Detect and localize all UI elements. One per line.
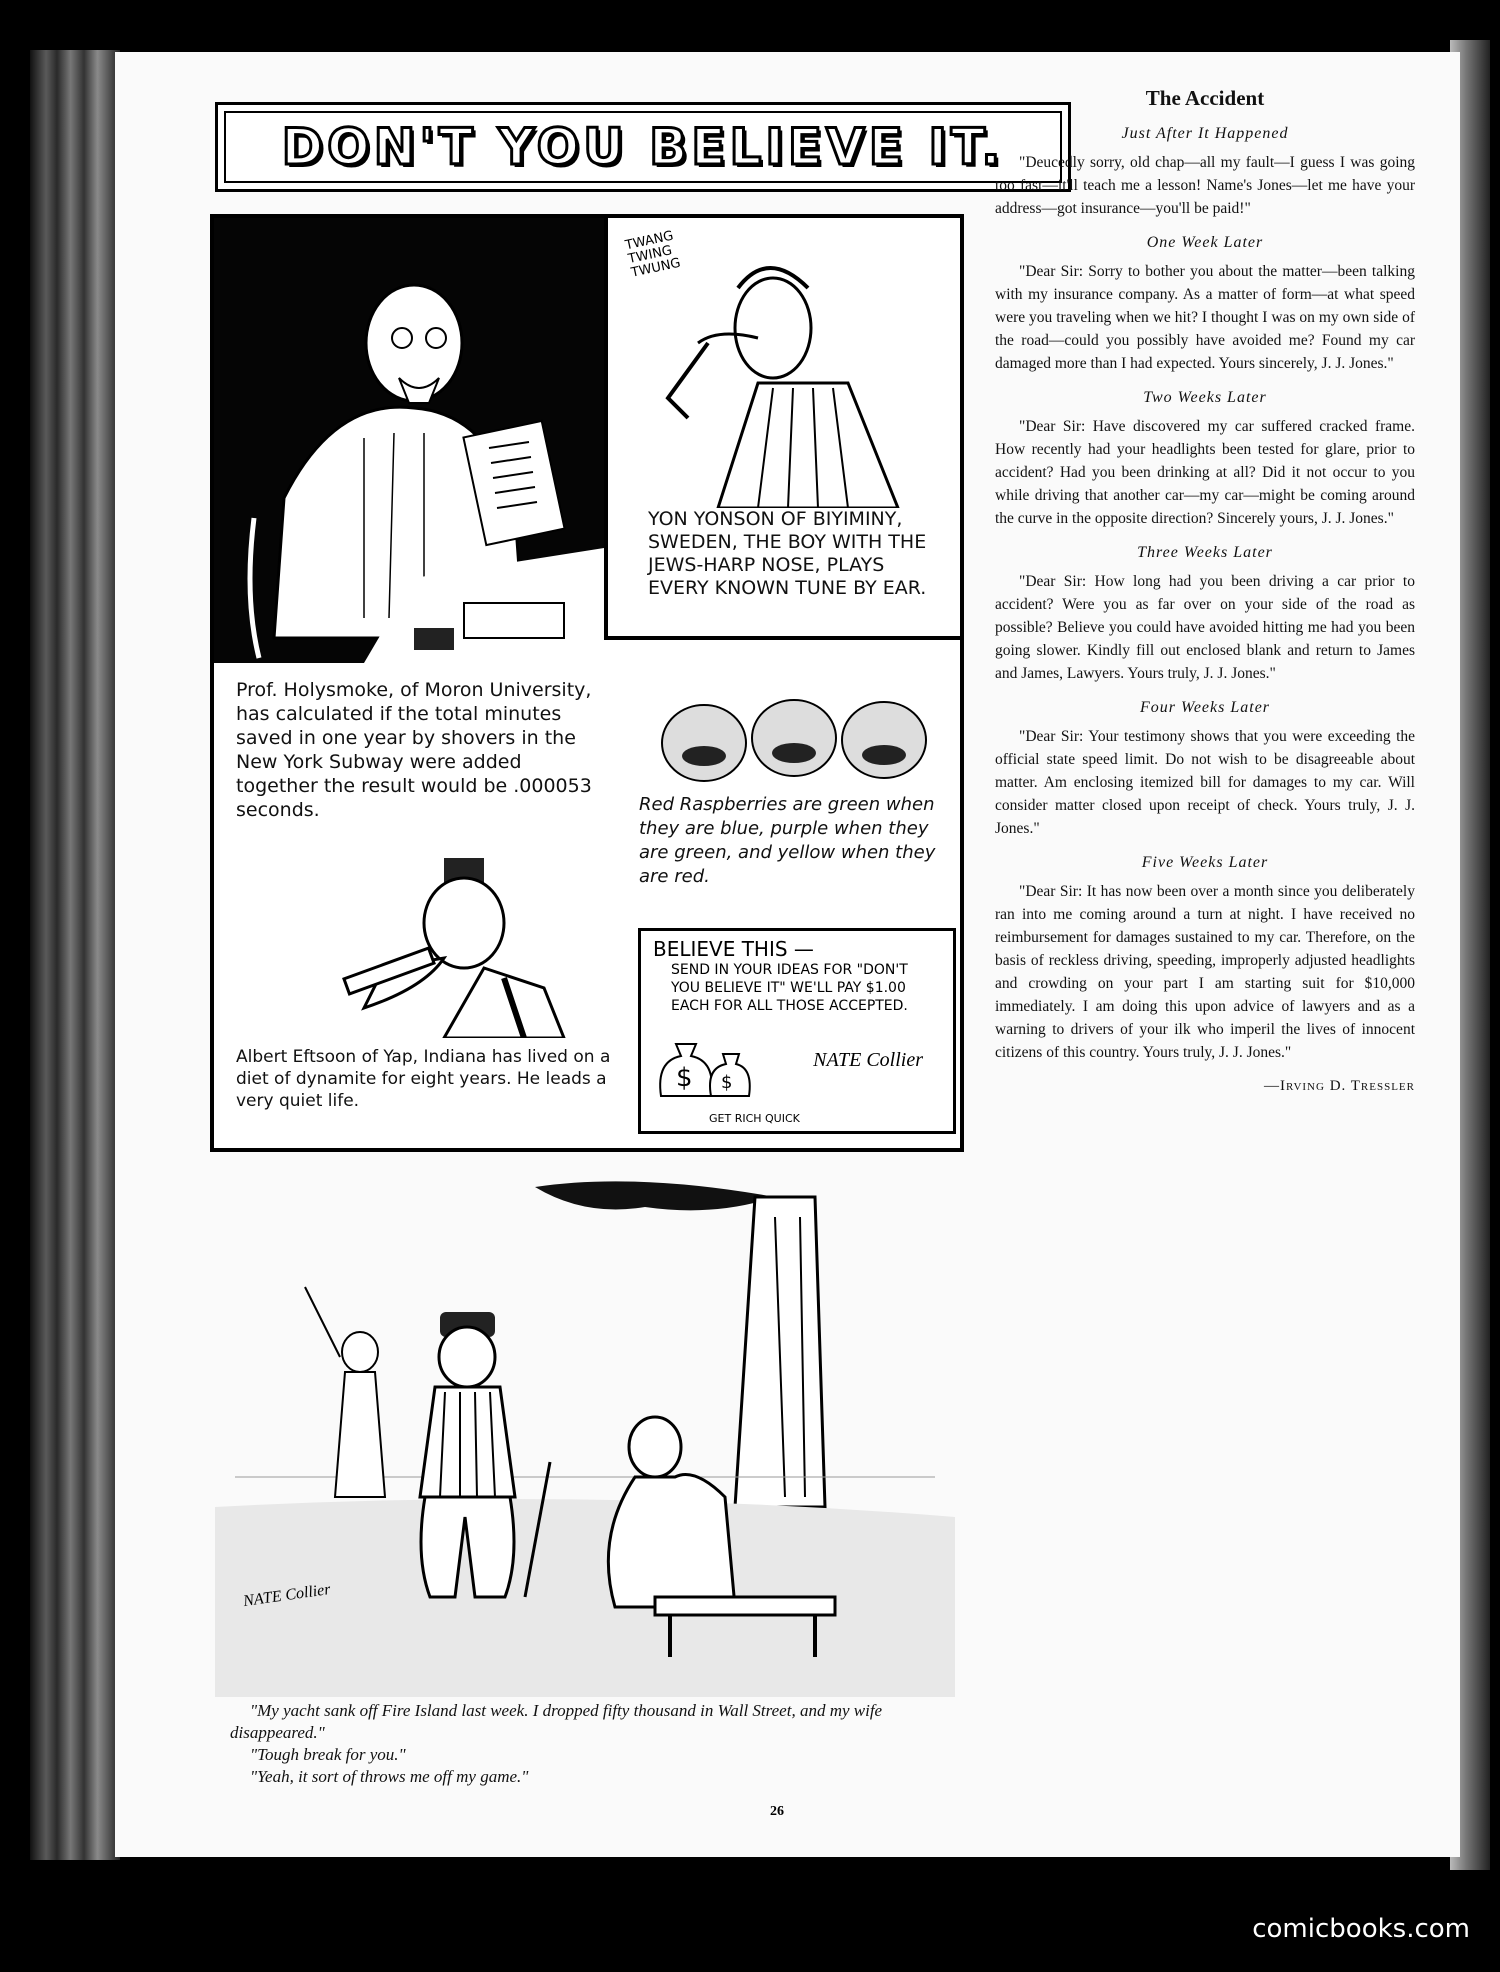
story-column [995, 86, 1415, 1095]
twang-text: TWANG TWING TWUNG [623, 228, 682, 281]
story-title: The Accident [1145, 86, 1265, 110]
yonson-caption: YON YONSON OF BIYIMINY, SWEDEN, THE BOY WITH THE JEWS-HARP NOSE, PLAYS EVERY KNOWN TUNE BY EAR. [648, 508, 927, 599]
svg-text:$: $ [721, 1072, 733, 1093]
golf-cartoon [215, 1177, 955, 1697]
golf-caption [230, 1700, 960, 1788]
section-text: "Dear Sir: Your testimony shows that you were exceeding the official state speed limit. Do not wish to be disagreeable about matter. Am enclosing itemized bill for damages to my car. Will consider matter closed upon receipt of check. Yours truly, J. J. Jones." [995, 728, 1415, 837]
yonson-panel [604, 218, 960, 640]
professor-caption: Prof. Holysmoke, of Moron University, has calculated if the total minutes saved in one year by shovers in the New York Subway were added together the result would be .000053 seconds. [236, 679, 592, 821]
section-text: "Deucedly sorry, old chap—all my fault—I guess I was going too fast—it'll teach me a lesson! Name's Jones—let me have your address—got insurance—you'll be paid!" [995, 154, 1415, 217]
cartoon-frame [210, 214, 964, 1152]
golf-caption-line: "Yeah, it sort of throws me off my game." [250, 1767, 529, 1786]
section-text: "Dear Sir: How long had you been driving a car prior to accident? Were you as far over on your side of the road as possible? Believe you could have avoided hitting me had you been going slower. Kindly fill out enclosed blank and return to James and James, Lawyers. Yours truly, J. J. Jones." [995, 573, 1415, 682]
section-heading: Four Weeks Later [1139, 699, 1271, 716]
believe-body: SEND IN YOUR IDEAS FOR "DON'T YOU BELIEVE IT" WE'LL PAY $1.00 EACH FOR ALL THOSE ACCEPTED. [671, 962, 908, 1014]
golf-caption-line: "Tough break for you." [250, 1745, 406, 1764]
section-heading: One Week Later [1146, 234, 1264, 251]
money-bag-icon [651, 1036, 761, 1106]
watermark: comicbooks.com [1252, 1914, 1470, 1944]
golf-signature: NATE Collier [242, 1580, 332, 1611]
title-banner [215, 102, 1071, 192]
believe-signature: NATE Collier [813, 1049, 923, 1071]
professor-illustration [214, 218, 604, 663]
get-rich-quick-text: GET RICH QUICK [709, 1112, 800, 1125]
banner-title: DON'T YOU BELIEVE IT. [281, 118, 1005, 176]
albert-caption: Albert Eftsoon of Yap, Indiana has lived on a diet of dynamite for eight years. He leads a very quiet life. [236, 1047, 611, 1111]
believe-this-box [638, 928, 956, 1134]
story-byline: —Irving D. Tressler [1264, 1078, 1415, 1094]
albert-illustration [324, 848, 574, 1038]
section-heading: Five Weeks Later [1141, 854, 1269, 871]
magazine-page [115, 52, 1460, 1857]
book-spine-left [30, 50, 120, 1860]
section-text: "Dear Sir: Sorry to bother you about the matter—been talking with my insurance company. As a matter of form—at what speed were you traveling when we hit? I thought I was on my own side of the road—could you possibly have avoided me? Found my car damaged more than I had expected. Yours sincerely, J. J. Jones." [995, 263, 1415, 372]
professor-panel [214, 218, 604, 663]
section-text: "Dear Sir: It has now been over a month since you deliberately ran into me coming around a turn at night. I have received no reimbursement for damages sustained to my car. Therefore, on the basis of reckless driving, speeding, improperly adjusted headlights and crowding on your part I am starting suit for $10,000 immediately. I am doing this upon advice of lawyers and as a warning to drivers of your ilk who imperil the lives of innocent citizens of this country. Yours truly, J. J. Jones." [995, 883, 1415, 1061]
golf-caption-line: "My yacht sank off Fire Island last week. I dropped fifty thousand in Wall Street, and my wife disappeared." [230, 1701, 883, 1742]
section-heading: Just After It Happened [1121, 125, 1289, 142]
raspberry-caption: Red Raspberries are green when they are blue, purple when they are green, and yellow when they are red. [639, 794, 936, 887]
golf-illustration [215, 1177, 955, 1697]
svg-text:$: $ [676, 1063, 693, 1093]
raspberries-illustration [649, 698, 939, 788]
believe-title: BELIEVE THIS — [653, 937, 814, 961]
section-heading: Two Weeks Later [1143, 389, 1267, 406]
section-text: "Dear Sir: Have discovered my car suffered cracked frame. How recently had your headlights been tested for glare, prior to accident? Had you been drinking at all? Did it not occur to you while driving that another car—my car—might be coming around the curve in the opposite direction? Sincerely yours, J. J. Jones." [995, 418, 1415, 527]
section-heading: Three Weeks Later [1137, 544, 1273, 561]
page-number: 26 [770, 1804, 784, 1819]
